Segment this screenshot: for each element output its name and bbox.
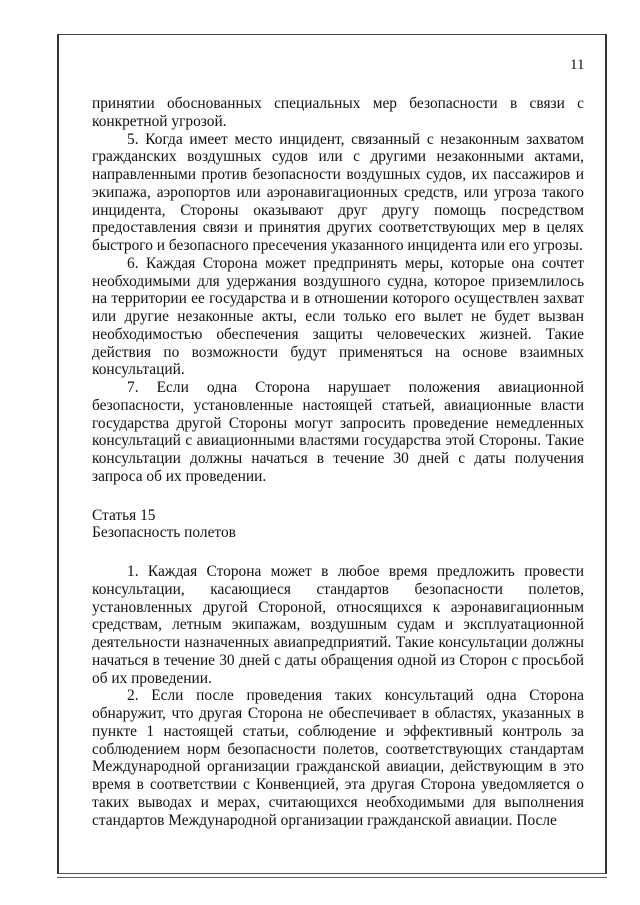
paragraph-item-5: 5. Когда имеет место инцидент, связанный с незаконным захватом гражданских воздушных судов или с другими незаконными актами, направленными против безопасности воздушных судов, их пассажиров и экипажа, аэропортов или аэронавигационных средств, или угроза такого инцидента, Стороны оказывают друг другу помощь посредством предоставления связи и принятия других соответствующих мер в целях быстрого и безопасного пресечения указанного инцидента или его угрозы. bbox=[92, 130, 584, 254]
article-number: Статья 15 bbox=[92, 506, 156, 524]
paragraph-article15-item-1: 1. Каждая Сторона может в любое время предложить провести консультации, касающиеся стандартов безопасности полетов, установленных другой Стороной, относящихся к аэронавигационным средствам, летным экипажам, воздушным судам и эксплуатационной деятельности назначенных авиапредприятий. Такие консультации должны начаться в течение 30 дней с даты обращения одной из Сторон с просьбой об их проведении. bbox=[92, 563, 584, 687]
page-bottom-rule bbox=[57, 877, 607, 878]
paragraph-item-6: 6. Каждая Сторона может предпринять меры, которые она сочтет необходимыми для удержания воздушного судна, которое приземлилось на территории ее государства и в отношении которого осуществлен захват или другие незаконные акты, если только его вылет не будет вызван необходимостью обеспечения защиты человеческих жизней. Такие действия по возможности будут применяться на основе взаимных консультаций. bbox=[92, 254, 584, 379]
paragraph-item-7: 7. Если одна Сторона нарушает положения авиационной безопасности, установленные настоящей статьей, авиационные власти государства другой Стороны могут запросить проведение немедленных консультаций с авиационными властями государства этой Стороны. Такие консультации должны начаться в течение 30 дней с даты получения запроса об их проведении. bbox=[92, 379, 584, 485]
document-body bbox=[92, 95, 584, 829]
article-title: Безопасность полетов bbox=[92, 524, 236, 542]
paragraph-article15-item-2: 2. Если после проведения таких консультаций одна Сторона обнаружит, что другая Сторона не обеспечивает в областях, указанных в пункте 1 настоящей статьи, соблюдение и эффективный контроль за соблюдением норм безопасности полетов, соответствующих стандартам Международной организации гражданской авиации, действующим в это время в соответствии с Конвенцией, эта другая Сторона уведомляется о таких выводах и мерах, считающихся необходимыми для выполнения стандартов Международной организации гражданской авиации. После bbox=[92, 687, 584, 829]
page-number: 11 bbox=[570, 57, 585, 73]
paragraph-continuation: принятии обоснованных специальных мер безопасности в связи с конкретной угрозой. bbox=[92, 95, 584, 130]
article-heading bbox=[92, 507, 584, 543]
